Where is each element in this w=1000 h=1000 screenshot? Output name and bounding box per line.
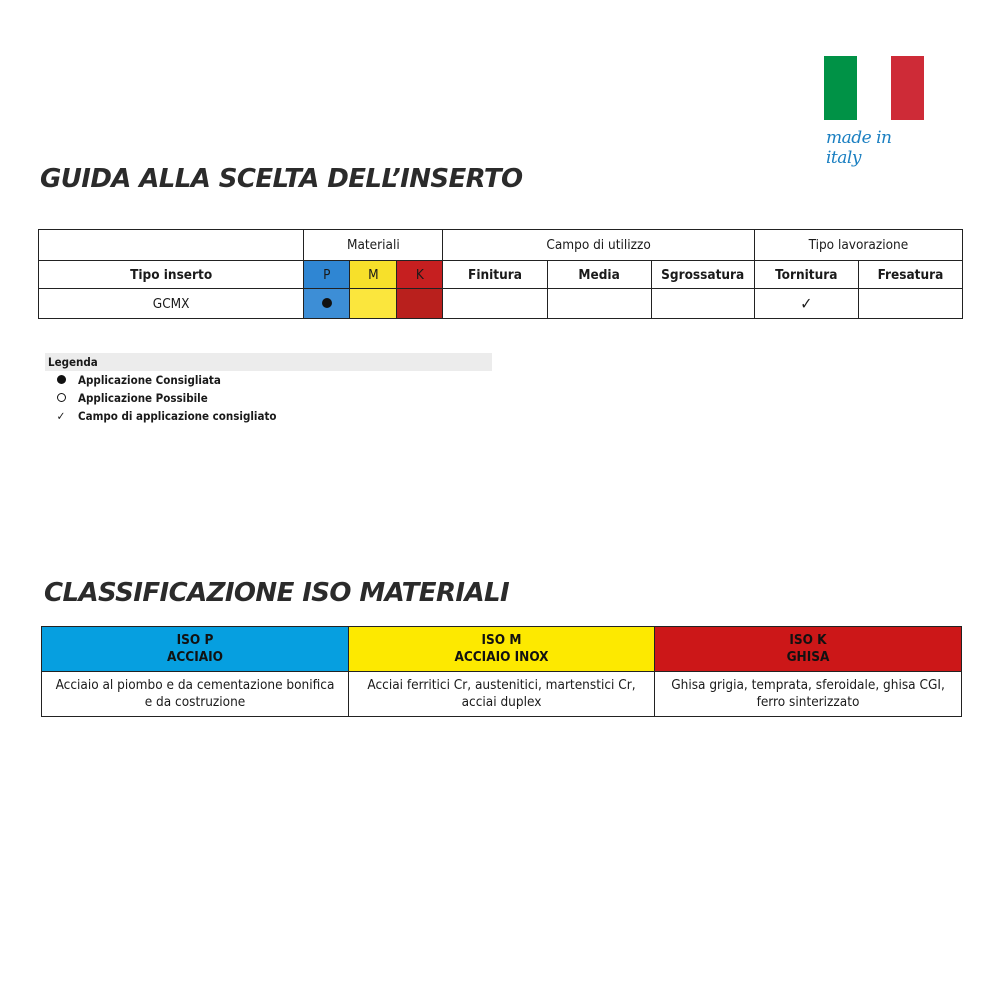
tornitura-header: Tornitura (754, 261, 858, 289)
iso-p-desc-line: e da costruzione (144, 694, 246, 710)
filled-dot-icon (322, 298, 332, 308)
legend-item-label: Campo di applicazione consigliato (78, 409, 277, 423)
insert-selection-table (38, 229, 963, 319)
tipo-lavorazione-group-header: Tipo lavorazione (754, 230, 962, 261)
filled-dot-icon (57, 375, 66, 384)
iso-p-desc-line: Acciaio al piombo e da cementazione bonifica (55, 677, 335, 693)
iso-p-code: ISO P (176, 632, 214, 648)
italian-flag (824, 56, 924, 120)
iso-p-header (42, 627, 349, 672)
iso-m-description (349, 672, 655, 717)
empty-header-cell (39, 230, 304, 261)
iso-k-description (655, 672, 962, 717)
material-k-cell (397, 289, 443, 319)
iso-k-name: GHISA (786, 649, 830, 665)
finitura-header: Finitura (443, 261, 547, 289)
legend-item (45, 389, 492, 407)
flag-green-band (824, 56, 857, 120)
iso-p-name: ACCIAIO (167, 649, 223, 665)
legend-item-label: Applicazione Possibile (78, 391, 208, 405)
media-header: Media (547, 261, 651, 289)
flag-white-band (857, 56, 890, 120)
legend (45, 353, 492, 425)
flag-red-band (891, 56, 924, 120)
iso-k-desc-line: Ghisa grigia, temprata, sferoidale, ghisa CGI, (671, 677, 945, 693)
fresatura-header: Fresatura (858, 261, 962, 289)
iso-title: CLASSIFICAZIONE ISO MATERIALI (44, 578, 510, 608)
guide-title: GUIDA ALLA SCELTA DELL’INSERTO (40, 164, 523, 194)
iso-k-code: ISO K (789, 632, 827, 648)
iso-classification-table (41, 626, 962, 717)
fresatura-cell (858, 289, 962, 319)
check-icon: ✓ (56, 409, 66, 423)
table-row (39, 289, 963, 319)
iso-p-description (42, 672, 349, 717)
media-cell (547, 289, 651, 319)
sgrossatura-header: Sgrossatura (651, 261, 754, 289)
made-in-italy-label: made in italy (826, 128, 892, 168)
legend-item (45, 407, 492, 425)
iso-m-desc-line: Acciai ferritici Cr, austenitici, martenstici Cr, (367, 677, 636, 693)
legend-title: Legenda (45, 353, 492, 371)
material-p-cell (304, 289, 350, 319)
check-icon: ✓ (800, 294, 813, 313)
insert-type-cell: GCMX (39, 289, 304, 319)
iso-m-name: ACCIAIO INOX (454, 649, 549, 665)
material-p-header: P (304, 261, 350, 289)
material-m-cell (350, 289, 397, 319)
legend-item (45, 371, 492, 389)
legend-item-label: Applicazione Consigliata (78, 373, 221, 387)
iso-m-desc-line: acciai duplex (461, 694, 542, 710)
finitura-cell (443, 289, 547, 319)
materiali-group-header: Materiali (304, 230, 443, 261)
iso-k-header (655, 627, 962, 672)
iso-m-code: ISO M (481, 632, 522, 648)
material-k-header: K (397, 261, 443, 289)
ring-icon (57, 393, 66, 402)
sgrossatura-cell (651, 289, 754, 319)
tipo-inserto-header: Tipo inserto (39, 261, 304, 289)
iso-k-desc-line: ferro sinterizzato (756, 694, 860, 710)
tornitura-cell (754, 289, 858, 319)
material-m-header: M (350, 261, 397, 289)
campo-group-header: Campo di utilizzo (443, 230, 754, 261)
iso-m-header (349, 627, 655, 672)
